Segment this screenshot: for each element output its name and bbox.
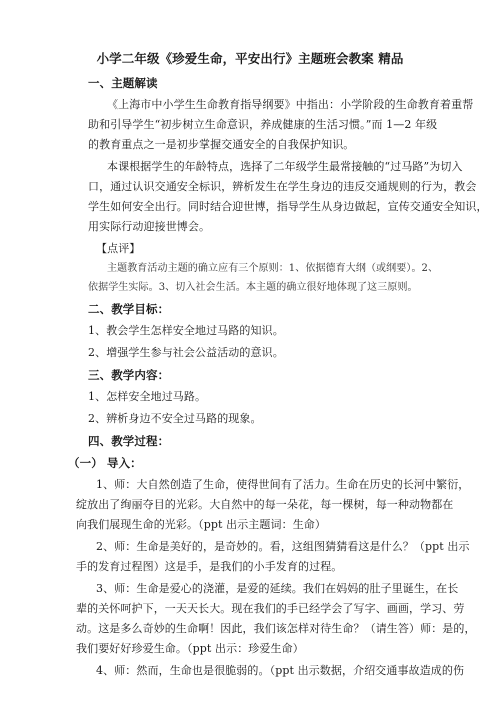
paragraph-line: 用实际行动迎接世博会。 (88, 220, 211, 233)
document-title: 小学二年级《珍爱生命，平安出行》主题班会教案 精品 (96, 51, 404, 66)
paragraph-line: 2、师：生命是美好的，是奇妙的。看，这组图猜猜看这是什么？（ppt 出示 (96, 540, 470, 553)
paragraph-line: 的教育重点之一是初步掌握交通安全的自我保护知识。 (88, 138, 355, 151)
paragraph-line: 助和引导学生“初步树立生命意识，养成健康的生活习惯。”而 1—2 年级 (88, 118, 438, 131)
paragraph-line: 4、师：然而，生命也是很脆弱的。（ppt 出示数据，介绍交通事故造成的伤 (96, 664, 465, 677)
paragraph-line: 绽放出了绚丽夺目的光彩。大自然中的每一朵花，每一棵树，每一种动物都在 (76, 498, 454, 511)
paragraph-line: 3、师：生命是爱心的浇灌，是爱的延续。我们在妈妈的肚子里诞生，在长 (96, 582, 459, 595)
content-item: 1、怎样安全地过马路。 (88, 390, 207, 403)
comment-line: 依据学生实际。3、切入社会生活。本主题的确立很好地体现了这三原则。 (88, 282, 418, 293)
section-heading-process: 四、教学过程： (88, 434, 170, 448)
section-heading-goals: 二、教学目标： (88, 302, 170, 316)
comment-heading: 【点评】 (96, 242, 141, 255)
paragraph-line: 学生如何安全出行。同时结合迎世博，指导学生从身边做起，宣传交通安全知识， (88, 200, 488, 213)
paragraph-line: 向我们展现生命的光彩。（ppt 出示主题词：生命） (76, 518, 326, 531)
paragraph-line: 手的发育过程图）这是手，是我们的小手发育的过程。 (76, 560, 343, 573)
section-heading-theme: 一、主题解读 (88, 76, 158, 90)
paragraph-line: 口，通过认识交通安全标识，辨析发生在学生身边的违反交通规则的行为，教会 (88, 180, 477, 193)
goal-item: 1、教会学生怎样安全地过马路的知识。 (88, 324, 284, 337)
paragraph-line: 1、师：大自然创造了生命，使得世间有了活力。生命在历史的长河中繁衍， (96, 478, 470, 491)
paragraph-line: 我们要好好珍爱生命。（ppt 出示：珍爱生命） (76, 642, 304, 655)
section-heading-content: 三、教学内容： (88, 368, 170, 382)
paragraph-line: 动。这是多么奇妙的生命啊！因此，我们该怎样对待生命？（请生答）师：是的， (76, 622, 476, 635)
subsection-heading-intro: （一） 导入： (68, 456, 142, 470)
paragraph-line: 《上海市中小学生生命教育指导纲要》中指出：小学阶段的生命教育着重帮 (107, 98, 474, 111)
goal-item: 2、增强学生参与社会公益活动的意识。 (88, 346, 284, 359)
paragraph-line: 本课根据学生的年龄特点，选择了二年级学生最常接触的“过马路”为切入 (107, 160, 463, 173)
content-item: 2、辨析身边不安全过马路的现象。 (88, 412, 262, 425)
paragraph-line: 辈的关怀呵护下，一天天长大。现在我们的手已经学会了写字、画画，学习、劳 (76, 602, 465, 615)
comment-line: 主题教育活动主题的确立应有三个原则：1、依据德育大纲（或纲要）。2、 (107, 263, 439, 274)
